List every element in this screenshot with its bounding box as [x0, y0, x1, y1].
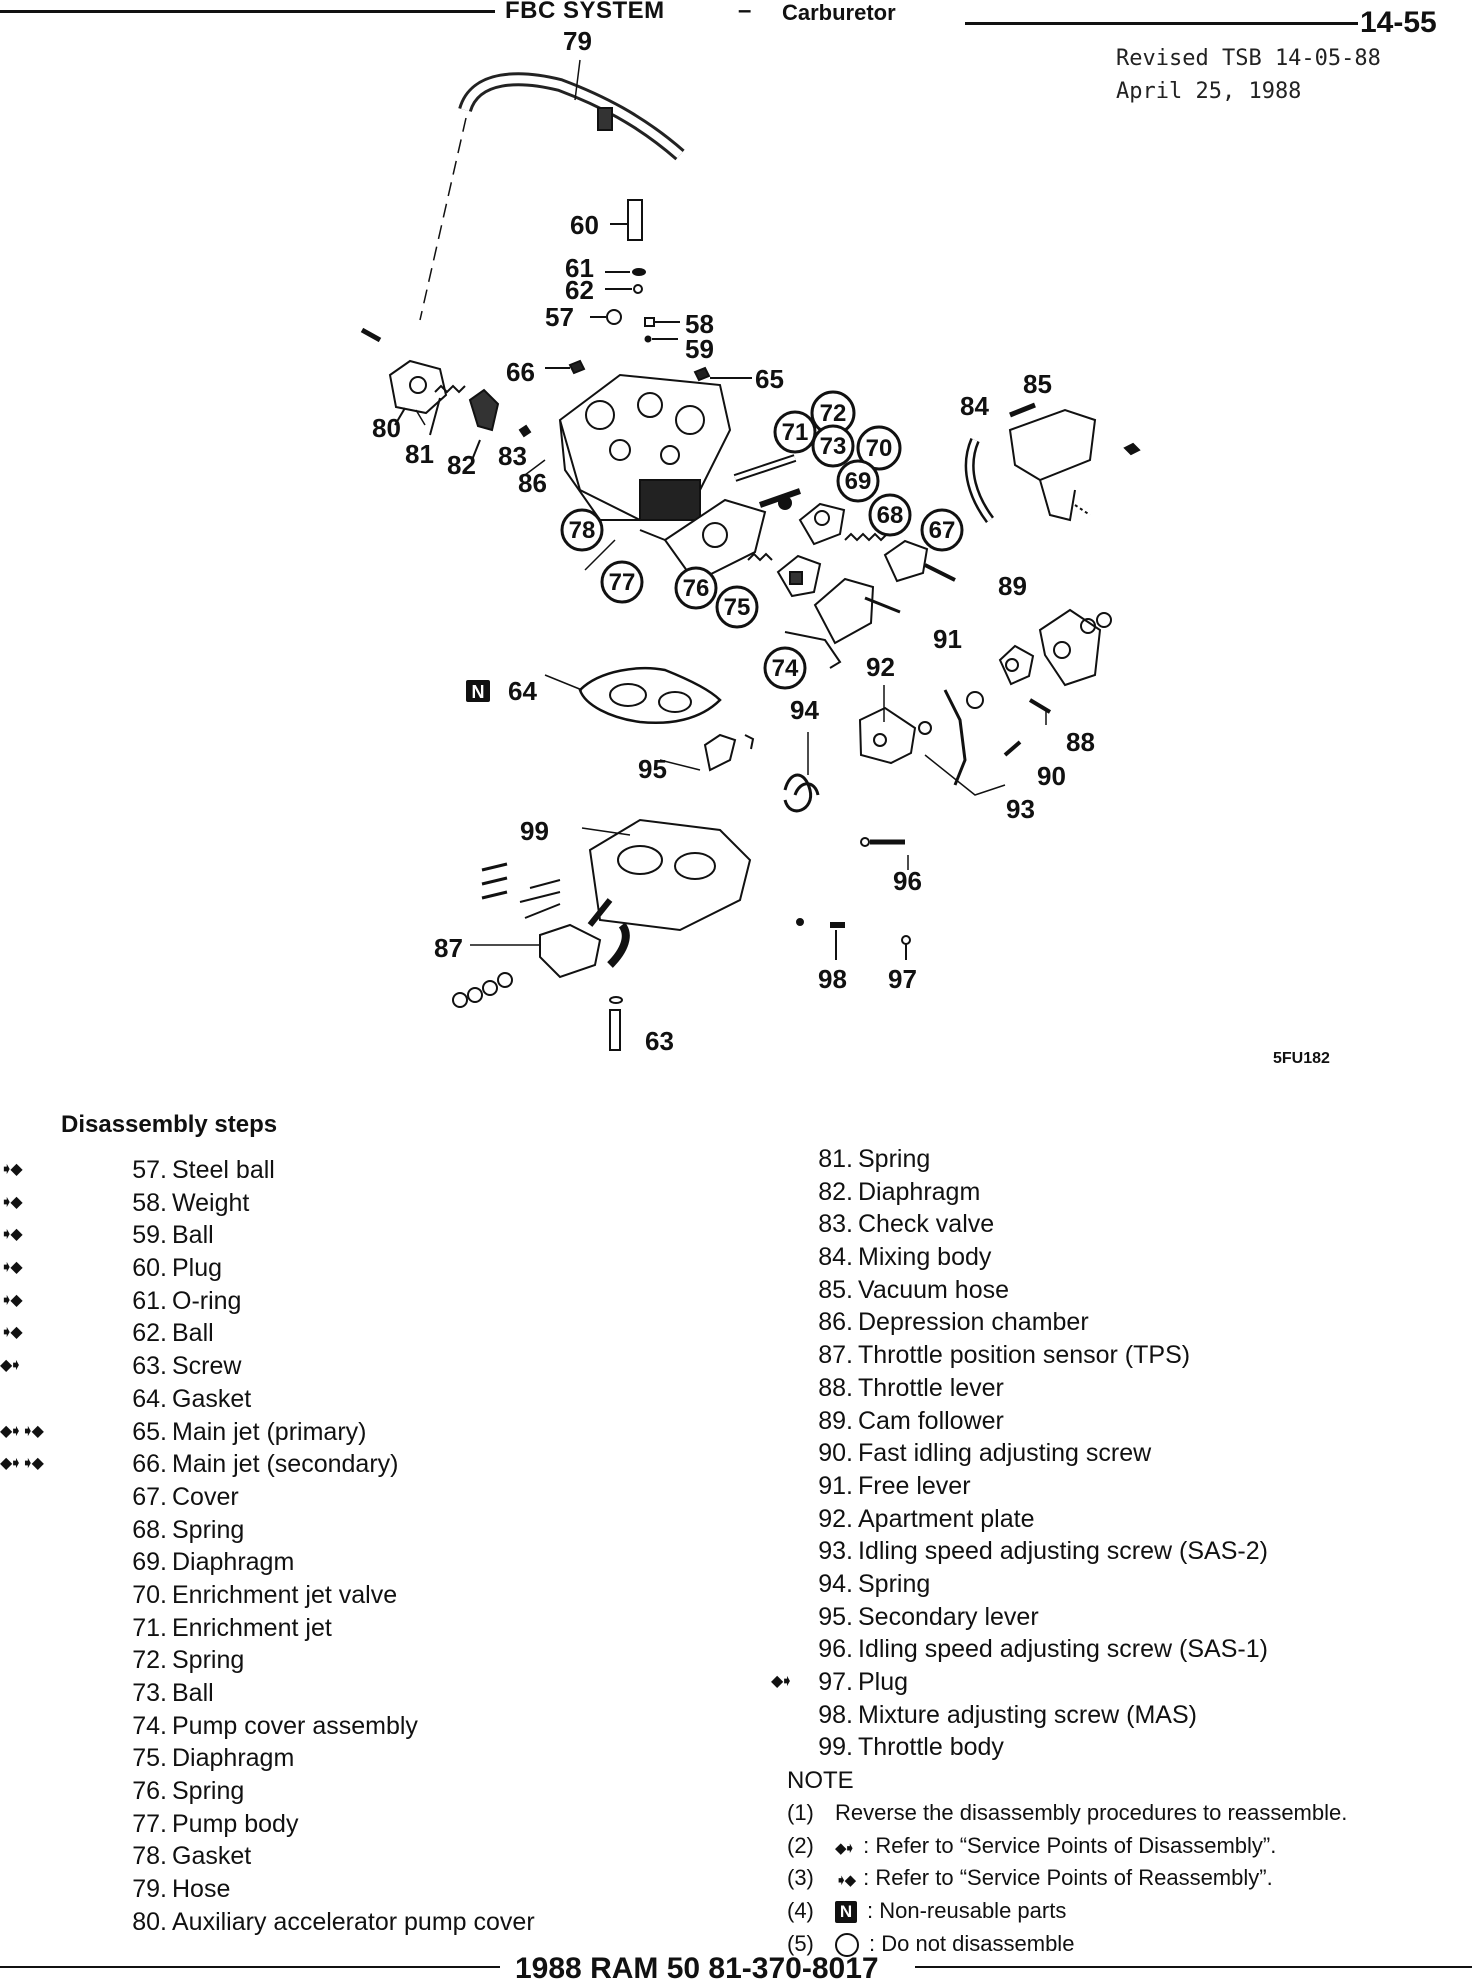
- step-marker: ➧◆: [0, 1324, 20, 1342]
- step-item: [0, 1514, 700, 1547]
- step-number: 79.: [132, 1875, 167, 1904]
- step-marker: ➧◆: [0, 1161, 20, 1178]
- part-87-throttle-position-sensor: [453, 925, 626, 1007]
- callout-99: 99: [520, 816, 549, 846]
- step-label: Cover: [172, 1482, 239, 1511]
- step-label: Check valve: [858, 1210, 995, 1239]
- step-number: 76.: [132, 1777, 167, 1806]
- note-body: : Refer to “Service Points of Reassembly”.: [863, 1865, 1273, 1891]
- callout-77: 77: [608, 569, 636, 596]
- callout-64: 64: [508, 676, 537, 706]
- note-item: [787, 1830, 1467, 1863]
- step-item: [0, 1448, 700, 1481]
- part-97-plug: [902, 936, 910, 960]
- step-item: [786, 1470, 1466, 1503]
- step-number: 82.: [818, 1177, 853, 1206]
- step-item: [0, 1677, 700, 1710]
- step-item: [0, 1187, 700, 1220]
- note-item: [787, 1928, 1467, 1961]
- step-number: 81.: [818, 1145, 853, 1173]
- callout-58: 58: [685, 309, 714, 339]
- step-marker: ➧◆: [0, 1291, 20, 1309]
- step-item: [0, 1840, 700, 1873]
- figure-code: 5FU182: [1273, 1050, 1330, 1067]
- step-item: [0, 1579, 700, 1612]
- step-number: 68.: [132, 1515, 167, 1544]
- note-text: [835, 1830, 1276, 1866]
- callout-82: 82: [447, 450, 476, 480]
- step-number: 88.: [818, 1373, 853, 1402]
- system-title: FBC SYSTEM: [505, 0, 665, 24]
- step-item: [786, 1437, 1466, 1470]
- step-number: 63.: [132, 1352, 167, 1381]
- step-number: 84.: [818, 1243, 853, 1272]
- step-item: [0, 1416, 700, 1449]
- step-marker: ◆➧: [0, 1357, 20, 1375]
- step-number: 95.: [818, 1602, 853, 1631]
- part-85-vacuum-hose: [1010, 405, 1139, 520]
- step-item: [771, 1666, 1466, 1699]
- step-number: 72.: [132, 1646, 167, 1675]
- step-label: Throttle position sensor (TPS): [858, 1341, 1191, 1370]
- step-number: 62.: [132, 1319, 167, 1348]
- callout-73: 73: [819, 433, 847, 460]
- part-91-free-lever: [945, 690, 983, 785]
- note-text: [835, 1862, 1273, 1898]
- step-label: Free lever: [858, 1471, 971, 1500]
- step-item: [786, 1731, 1466, 1764]
- part-58-weight: [645, 318, 680, 326]
- part-59-ball: [646, 337, 679, 342]
- note-key: (5): [787, 1930, 814, 1956]
- step-marker: ◆➧ ➧◆: [0, 1422, 41, 1440]
- note-item: [787, 1862, 1467, 1895]
- step-number: 99.: [818, 1733, 853, 1762]
- step-label: Vacuum hose: [858, 1275, 1010, 1304]
- step-number: 94.: [818, 1569, 853, 1598]
- step-number: 90.: [818, 1439, 853, 1468]
- callout-76: 76: [682, 575, 710, 602]
- step-number: 67.: [132, 1482, 167, 1511]
- non-reusable-icon: N: [835, 1901, 857, 1923]
- step-number: 97.: [818, 1668, 853, 1696]
- step-number: 92.: [818, 1504, 853, 1533]
- callout-81: 81: [405, 439, 434, 469]
- step-item: [0, 1285, 700, 1318]
- footer-rule-left: [0, 1966, 500, 1968]
- part-71-enrichment-jet: [735, 458, 795, 478]
- callout-72: 72: [819, 400, 847, 427]
- step-label: Enrichment jet: [172, 1613, 332, 1642]
- step-label: Throttle lever: [858, 1373, 1004, 1402]
- note-item: [787, 1895, 1467, 1928]
- step-number: 78.: [132, 1842, 167, 1871]
- step-item: [786, 1503, 1466, 1536]
- part-76-spring: [748, 554, 772, 560]
- step-item: [786, 1633, 1466, 1666]
- callout-57: 57: [545, 302, 574, 332]
- step-number: 73.: [132, 1679, 167, 1707]
- step-marker: ➧◆: [0, 1226, 20, 1244]
- step-label: Plug: [858, 1668, 909, 1696]
- step-label: Spring: [858, 1145, 931, 1173]
- note-key: (3): [787, 1865, 814, 1891]
- callout-91: 91: [933, 624, 962, 654]
- step-label: Ball: [172, 1221, 214, 1250]
- step-number: 80.: [132, 1907, 167, 1936]
- part-98-mixture-screw: [797, 919, 845, 960]
- header-dash: –: [738, 0, 752, 24]
- note-item: [787, 1797, 1467, 1830]
- step-marker: ◆➧: [771, 1673, 791, 1690]
- part-84-mixing-body: [970, 440, 990, 520]
- callout-71: 71: [781, 419, 809, 446]
- step-label: Hose: [172, 1875, 231, 1904]
- step-label: Spring: [858, 1569, 931, 1598]
- callout-63: 63: [645, 1026, 674, 1056]
- step-marker: ➧◆: [0, 1259, 20, 1277]
- step-item: [0, 1383, 700, 1416]
- part-90-fast-idle-screw: [1030, 700, 1050, 712]
- callout-83: 83: [498, 441, 527, 471]
- step-label: Diaphragm: [172, 1548, 295, 1577]
- step-item: [786, 1143, 1466, 1176]
- part-62-ball: [605, 285, 642, 293]
- callout-80: 80: [372, 413, 401, 443]
- step-label: Pump cover assembly: [172, 1711, 418, 1740]
- step-number: 77.: [132, 1809, 167, 1838]
- step-item: [786, 1372, 1466, 1405]
- step-label: Idling speed adjusting screw (SAS-1): [858, 1635, 1268, 1664]
- step-number: 85.: [818, 1275, 853, 1304]
- step-number: 91.: [818, 1471, 853, 1500]
- step-number: 58.: [132, 1188, 167, 1217]
- step-number: 66.: [132, 1450, 167, 1479]
- step-number: 93.: [818, 1537, 853, 1566]
- part-66-main-jet-secondary: [545, 361, 584, 373]
- non-reusable-badge: N: [471, 682, 485, 702]
- step-item: [786, 1699, 1466, 1732]
- callout-87: 87: [434, 933, 463, 963]
- note-text: [835, 1797, 1347, 1830]
- step-label: Enrichment jet valve: [172, 1580, 398, 1609]
- part-63-screw: [610, 997, 622, 1050]
- note-body: : Non-reusable parts: [867, 1898, 1067, 1924]
- step-label: Main jet (primary): [172, 1417, 367, 1446]
- step-number: 87.: [818, 1341, 853, 1370]
- part-65-main-jet-primary: [695, 368, 752, 380]
- step-item: [0, 1481, 700, 1514]
- part-75-diaphragm: [778, 556, 820, 596]
- step-number: 69.: [132, 1548, 167, 1577]
- callout-70: 70: [865, 435, 893, 462]
- part-83-check-valve: [520, 426, 530, 436]
- step-number: 74.: [132, 1711, 167, 1740]
- part-89-cam-follower: [1000, 646, 1033, 684]
- step-label: Gasket: [172, 1384, 252, 1413]
- callout-68: 68: [876, 502, 904, 529]
- steps-list-right: [771, 1143, 1466, 1764]
- revision-tsb: Revised TSB 14-05-88: [1116, 46, 1381, 71]
- step-label: Steel ball: [172, 1156, 275, 1184]
- part-94-spring: [785, 775, 818, 811]
- part-79-hose: [420, 60, 680, 320]
- callout-95: 95: [638, 754, 667, 784]
- callout-60: 60: [570, 210, 599, 240]
- step-item: [786, 1405, 1466, 1438]
- step-item: [786, 1306, 1466, 1339]
- step-item: [0, 1350, 700, 1383]
- step-item: [0, 1252, 700, 1285]
- step-label: Gasket: [172, 1842, 252, 1871]
- callout-75: 75: [723, 594, 751, 621]
- step-item: [0, 1154, 700, 1187]
- step-item: [786, 1208, 1466, 1241]
- callout-59: 59: [685, 334, 714, 364]
- callout-96: 96: [893, 866, 922, 896]
- part-64-gasket: [580, 668, 720, 723]
- callout-89: 89: [998, 571, 1027, 601]
- step-item: [786, 1601, 1466, 1634]
- step-number: 89.: [818, 1406, 853, 1435]
- note-key: (4): [787, 1898, 814, 1924]
- footer-rule-right: [915, 1966, 1472, 1968]
- step-item: [0, 1644, 700, 1677]
- step-number: 57.: [132, 1156, 167, 1184]
- callout-74: 74: [771, 655, 799, 682]
- page-number: 14-55: [1360, 6, 1437, 39]
- steps-title: Disassembly steps: [61, 1111, 278, 1138]
- callout-90: 90: [1037, 761, 1066, 791]
- callout-97: 97: [888, 964, 917, 994]
- callout-61: 61: [565, 253, 594, 283]
- callout-65: 65: [755, 364, 784, 394]
- step-label: Throttle body: [858, 1733, 1004, 1762]
- step-label: Spring: [172, 1777, 245, 1806]
- step-number: 71.: [132, 1613, 167, 1642]
- footer-text: 1988 RAM 50 81-370-8017: [515, 1952, 879, 1985]
- step-number: 86.: [818, 1308, 853, 1337]
- callout-69: 69: [844, 468, 872, 495]
- service-point-icon: ◆➧: [835, 1839, 854, 1857]
- step-label: Plug: [172, 1254, 223, 1283]
- callout-94: 94: [790, 695, 819, 725]
- step-item: [786, 1535, 1466, 1568]
- callout-93: 93: [1006, 794, 1035, 824]
- step-item: [786, 1241, 1466, 1274]
- callout-98: 98: [818, 964, 847, 994]
- callout-78: 78: [568, 517, 596, 544]
- subsystem-title: Carburetor: [782, 0, 896, 25]
- part-86-depression-chamber-body: [560, 375, 730, 520]
- part-57-steel-ball: [590, 310, 621, 324]
- step-label: Pump body: [172, 1809, 299, 1838]
- step-item: [0, 1742, 700, 1775]
- revision-date: April 25, 1988: [1116, 79, 1302, 104]
- part-68-spring: [845, 534, 887, 540]
- step-label: Fast idling adjusting screw: [858, 1439, 1152, 1468]
- step-item: [0, 1546, 700, 1579]
- step-item: [0, 1219, 700, 1252]
- notes-list: [787, 1797, 1467, 1960]
- step-number: 61.: [132, 1286, 167, 1315]
- step-label: Mixture adjusting screw (MAS): [858, 1700, 1197, 1729]
- step-item: [0, 1906, 700, 1939]
- part-93-idle-screw-sas2: [925, 742, 1020, 795]
- callout-84: 84: [960, 391, 989, 421]
- step-label: Idling speed adjusting screw (SAS-2): [858, 1537, 1268, 1566]
- step-item: [0, 1873, 700, 1906]
- step-label: O-ring: [172, 1286, 242, 1315]
- step-number: 64.: [132, 1384, 167, 1413]
- part-69-diaphragm: [800, 504, 844, 544]
- step-label: Diaphragm: [172, 1744, 295, 1773]
- step-label: Cam follower: [858, 1406, 1004, 1435]
- step-marker: ➧◆: [0, 1193, 20, 1211]
- note-text: [835, 1895, 1066, 1928]
- step-item: [786, 1274, 1466, 1307]
- step-item: [786, 1176, 1466, 1209]
- step-number: 70.: [132, 1580, 167, 1609]
- step-item: [0, 1612, 700, 1645]
- service-point-icon: ➧◆: [835, 1872, 854, 1890]
- note-key: (2): [787, 1832, 814, 1858]
- note-body: : Refer to “Service Points of Disassembly”.: [863, 1832, 1277, 1858]
- step-number: 60.: [132, 1254, 167, 1283]
- callout-85: 85: [1023, 369, 1052, 399]
- part-73-ball: [760, 491, 800, 509]
- step-label: Secondary lever: [858, 1602, 1039, 1631]
- callout-79: 79: [563, 26, 592, 56]
- note-body: Reverse the disassembly procedures to reassemble.: [835, 1800, 1348, 1825]
- step-number: 65.: [132, 1417, 167, 1446]
- step-number: 59.: [132, 1221, 167, 1250]
- step-label: Depression chamber: [858, 1308, 1089, 1337]
- note-title: NOTE: [787, 1767, 854, 1794]
- part-95-secondary-lever: [705, 735, 753, 770]
- callout-67: 67: [928, 517, 956, 544]
- callout-88: 88: [1066, 727, 1095, 757]
- part-61-o-ring: [605, 269, 645, 275]
- step-label: Spring: [172, 1646, 245, 1675]
- step-label: Main jet (secondary): [172, 1450, 399, 1479]
- step-item: [0, 1775, 700, 1808]
- part-96-idle-screw-sas1: [861, 838, 905, 846]
- step-item: [0, 1317, 700, 1350]
- callout-62: 62: [565, 275, 594, 305]
- step-label: Mixing body: [858, 1243, 992, 1272]
- part-60-plug: [610, 200, 642, 240]
- step-marker: ◆➧ ➧◆: [0, 1455, 41, 1473]
- part-92-apartment-plate: [860, 708, 931, 763]
- step-label: Screw: [172, 1352, 242, 1381]
- step-label: Spring: [172, 1515, 245, 1544]
- step-label: Ball: [172, 1319, 214, 1348]
- step-label: Ball: [172, 1679, 214, 1707]
- steps-list-left: [0, 1154, 700, 1939]
- step-label: Auxiliary accelerator pump cover: [172, 1907, 535, 1936]
- step-item: [0, 1710, 700, 1743]
- step-number: 96.: [818, 1635, 853, 1664]
- part-80-aux-pump-cover: [362, 330, 446, 425]
- note-body: : Do not disassemble: [869, 1930, 1075, 1956]
- step-label: Diaphragm: [858, 1177, 981, 1206]
- step-item: [786, 1568, 1466, 1601]
- step-number: 98.: [818, 1700, 853, 1729]
- step-item: [786, 1339, 1466, 1372]
- callout-66: 66: [506, 357, 535, 387]
- callout-92: 92: [866, 652, 895, 682]
- note-key: (1): [787, 1800, 814, 1825]
- part-88-throttle-lever: [1040, 610, 1111, 685]
- step-number: 75.: [132, 1744, 167, 1773]
- step-number: 83.: [818, 1210, 853, 1239]
- step-label: Apartment plate: [858, 1504, 1035, 1533]
- callout-86: 86: [518, 468, 547, 498]
- step-label: Weight: [172, 1188, 250, 1217]
- step-item: [0, 1808, 700, 1841]
